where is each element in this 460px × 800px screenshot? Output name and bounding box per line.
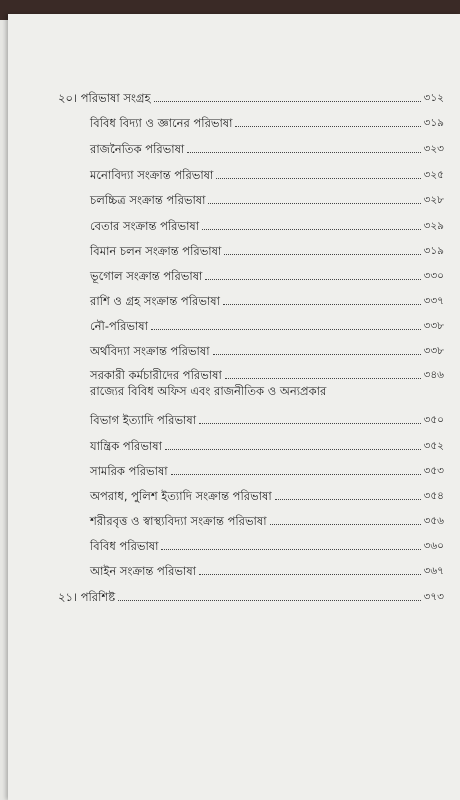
dot-leader [187,152,420,153]
toc-item-label: রাশি ও গ্রহ সংক্রান্ত পরিভাষা [90,294,220,308]
toc-item [90,482,444,504]
toc-item-label: শরীরবৃত্ত ও স্বাস্থ্যবিদ্যা সংক্রান্ত পরিভাষা [90,514,267,528]
toc-page-number: ৩১৯ [423,117,444,129]
dot-leader [199,423,420,424]
dot-leader [154,101,421,102]
toc-item-label: ভূগোল সংক্রান্ত পরিভাষা [90,269,203,283]
toc-item [90,109,444,131]
dot-leader [118,600,420,601]
toc-page-number: ৩৫০ [423,414,444,426]
toc-item-label: অর্থবিদ্যা সংক্রান্ত পরিভাষা [90,344,210,358]
toc-item [90,287,444,309]
dot-leader [151,329,421,330]
toc-page-number: ৩৭৩ [423,591,444,603]
dot-leader [161,549,420,550]
toc-page-number: ৩৫২ [423,440,444,452]
dot-leader [270,524,421,525]
toc-page-number: ৩৫৪ [423,490,444,502]
dot-leader [202,229,420,230]
dot-leader [216,178,420,179]
toc-page-number: ৩৩৭ [423,295,444,307]
dot-leader [275,499,421,500]
table-of-contents [8,14,460,800]
toc-page-number: ৩৫৬ [423,515,444,527]
toc-page-number: ৩২৯ [423,220,444,232]
toc-item-label: অপরাধ, পুলিশ ইত্যাদি সংক্রান্ত পরিভাষা [90,489,272,503]
dot-leader [165,449,421,450]
toc-item-label: রাজনৈতিক পরিভাষা [90,142,185,156]
toc-item-label: বিবিধ পরিভাষা [90,539,159,553]
toc-item [90,406,444,428]
toc-item [90,457,444,479]
dot-leader [235,126,420,127]
toc-item-label: সামরিক পরিভাষা [90,464,168,478]
toc-item-label: বিবিধ বিদ্যা ও জ্ঞানের পরিভাষা [90,116,233,130]
toc-item [90,212,444,234]
dot-leader [224,254,420,255]
toc-page-number: ৩৩৮ [423,320,444,332]
toc-item [90,186,444,208]
toc-page-number: ৩৪৬ [423,369,444,381]
toc-item-label: নৌ-পরিভাষা [90,319,148,333]
toc-item-label: বিমান চলন সংক্রান্ত পরিভাষা [90,244,222,258]
toc-item [90,507,444,529]
toc-item [90,532,444,554]
toc-page-number: ৩১৯ [423,245,444,257]
toc-item [90,262,444,284]
dot-leader [223,304,421,305]
toc-item [90,237,444,259]
book-page [8,14,460,800]
toc-page-number: ৩৫৩ [423,465,444,477]
dot-leader [213,354,421,355]
toc-item [90,337,444,359]
toc-page-number: ৩২৩ [423,143,444,155]
toc-page-number: ৩২৫ [423,169,444,181]
toc-item [90,432,444,454]
toc-page-number: ৩১২ [423,92,444,104]
toc-section-label: ২১। পরিশিষ্ট [58,590,116,604]
toc-item-label: মনোবিদ্যা সংক্রান্ত পরিভাষা [90,168,214,182]
toc-page-number: ৩৩৮ [423,345,444,357]
toc-section-label: ২০। পরিভাষা সংগ্রহ [58,91,151,105]
toc-item-label: আইন সংক্রান্ত পরিভাষা [90,564,196,578]
toc-item [90,557,444,579]
dot-leader [171,474,421,475]
dot-leader [208,203,420,204]
toc-page-number: ৩২৮ [423,194,444,206]
toc-section-21 [58,583,444,605]
toc-item-label: বেতার সংক্রান্ত পরিভাষা [90,219,200,233]
toc-item-label: চলচ্চিত্র সংক্রান্ত পরিভাষা [90,193,206,207]
toc-item-label: সরকারী কর্মচারীদের পরিভাষা [90,368,222,382]
dot-leader [225,378,421,379]
toc-page-number: ৩৬০ [423,540,444,552]
toc-item [90,361,444,383]
toc-item-label-line2: বিভাগ ইত্যাদি পরিভাষা [90,413,197,427]
dot-leader [205,279,420,280]
dot-leader [199,574,421,575]
toc-item [90,135,444,157]
toc-item-label: যান্ত্রিক পরিভাষা [90,439,162,453]
toc-item [90,312,444,334]
toc-page-number: ৩৩০ [423,270,444,282]
toc-item-label-line1: রাজ্যের বিবিধ অফিস এবং রাজনীতিক ও অন্যপ্রকার [90,384,327,398]
toc-page-number: ৩৬৭ [423,565,444,577]
toc-section-20 [58,84,444,106]
toc-item [90,161,444,183]
